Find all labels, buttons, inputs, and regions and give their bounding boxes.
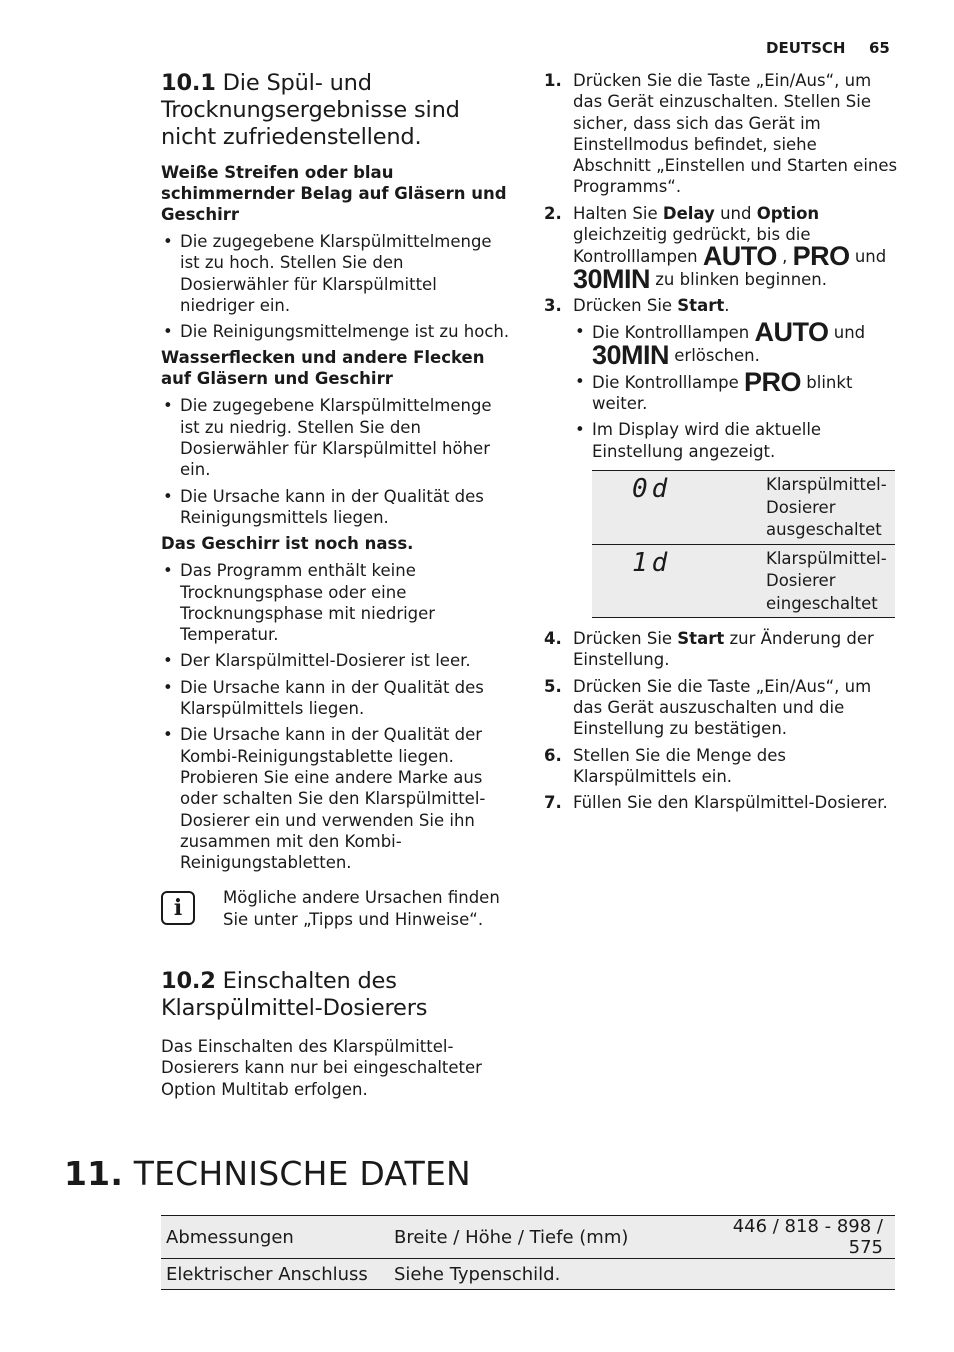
list-item: • Die Reinigungsmittelmenge ist zu hoch.	[161, 321, 516, 342]
item-text: blinkt weiter.	[592, 372, 853, 414]
header-language: DEUTSCH	[766, 39, 846, 57]
start-key-label: Start	[677, 295, 725, 315]
start-key-label: Start	[677, 629, 725, 649]
step-text: Halten Sie	[573, 203, 663, 223]
step-number: 5.	[544, 676, 562, 696]
section-title: Die Spül- und Trocknungsergebnisse sind nicht zufriedenstellend.	[161, 70, 460, 150]
list-item: • Im Display wird die aktuelle Einstellung angezeigt.	[573, 419, 899, 462]
table-row	[592, 471, 895, 545]
30min-lamp-icon: 30MIN	[592, 339, 670, 370]
step-text: und	[714, 203, 757, 223]
bullet-list	[161, 395, 516, 528]
step-text: Drücken Sie die Taste „Ein/Aus“, um das Gerät auszuschalten und die Einstellung zu bestätigen.	[573, 676, 872, 739]
item-text: Die Kontrolllampe	[592, 372, 745, 392]
table-row	[161, 1216, 895, 1259]
section-10-2-heading	[161, 968, 516, 1022]
section-10-1-heading	[161, 70, 516, 151]
step-text: gleichzeitig gedrückt, bis die Kontrolllampen	[573, 225, 811, 267]
display-description: Klarspülmittel-Dosierer eingeschaltet	[760, 544, 895, 618]
step-text: Drücken Sie die Taste „Ein/Aus“, um das Gerät einzuschalten. Stellen Sie sicher, dass sich das Gerät im Einstellmodus befindet, siehe Abschnitt „Einstellen und Starten eines Programms“.	[573, 71, 898, 197]
pro-lamp-icon: PRO	[744, 366, 802, 397]
list-item: • Die zugegebene Klarspülmittelmenge ist zu hoch. Stellen Sie den Dosierwähler für Klarspülmittel niedriger ein.	[161, 231, 516, 316]
table-row	[592, 544, 895, 618]
section-10-2-text: Das Einschalten des Klarspülmittel-Dosierers kann nur bei eingeschalteter Option Multitab erfolgen.	[161, 1037, 482, 1099]
item-text: und	[828, 323, 866, 343]
step-text: zu blinken beginnen.	[650, 269, 828, 289]
auto-lamp-icon: AUTO	[754, 317, 829, 348]
page-number: 65	[869, 39, 890, 57]
bullet-list	[573, 317, 899, 462]
table-cell-value	[691, 1259, 895, 1290]
technical-data-table	[161, 1215, 895, 1290]
section-number: 10.2	[161, 968, 216, 995]
left-column	[161, 70, 516, 1100]
30min-lamp-icon: 30MIN	[573, 263, 651, 294]
right-column	[544, 70, 899, 818]
display-settings-table	[592, 470, 895, 618]
subheading: Wasserflecken und andere Flecken auf Gläsern und Geschirr	[161, 348, 485, 389]
pro-lamp-icon: PRO	[792, 241, 850, 272]
step-number: 7.	[544, 793, 562, 813]
table-cell-value: 446 / 818 - 898 / 575	[691, 1216, 895, 1259]
display-code: 0d	[592, 471, 760, 545]
section-11-heading	[64, 1154, 471, 1193]
table-cell-label: Elektrischer Anschluss	[161, 1259, 389, 1290]
display-code: 1d	[592, 544, 760, 618]
step-text: .	[724, 295, 730, 315]
step-number: 4.	[544, 629, 562, 649]
item-text: erlöschen.	[669, 345, 760, 365]
steps-list	[544, 70, 899, 462]
list-item: • Das Programm enthält keine Trocknungsphase oder eine Trocknungsphase mit niedriger Temperatur.	[161, 560, 516, 645]
table-cell-desc: Breite / Höhe / Tiefe (mm)	[389, 1216, 691, 1259]
list-item: • Die Ursache kann in der Qualität des Reinigungsmittels liegen.	[161, 486, 516, 529]
step-text: Drücken Sie	[573, 295, 678, 315]
step-number: 1.	[544, 71, 562, 90]
step-item	[544, 676, 899, 740]
step-text: zur Änderung der Einstellung.	[573, 629, 874, 670]
list-item: • Die zugegebene Klarspülmittelmenge ist zu niedrig. Stellen Sie den Dosierwähler für Klarspülmittel höher ein.	[161, 395, 516, 480]
auto-lamp-icon: AUTO	[702, 241, 777, 272]
step-item	[544, 70, 899, 198]
section-number: 10.1	[161, 70, 216, 96]
step-item	[544, 745, 899, 788]
list-item: • Die Ursache kann in der Qualität der Kombi-Reinigungstablette liegen. Probieren Sie eine andere Marke aus oder schalten Sie den Klarspülmittel-Dosierer ein und verwenden Sie ihn zusammen mit den Kombi-Reinigungstabletten.	[161, 724, 516, 873]
step-text: ,	[776, 247, 793, 267]
table-cell-label: Abmessungen	[161, 1216, 389, 1259]
step-text: Füllen Sie den Klarspülmittel-Dosierer.	[573, 793, 888, 813]
step-text: und	[849, 247, 887, 267]
section-number: 11.	[64, 1154, 124, 1193]
section-title: TECHNISCHE DATEN	[133, 1154, 471, 1193]
steps-list	[544, 628, 899, 813]
step-text: Stellen Sie die Menge des Klarspülmittels ein.	[573, 745, 786, 786]
display-description: Klarspülmittel-Dosierer ausgeschaltet	[760, 471, 895, 545]
section-title: Einschalten des Klarspülmittel-Dosierers	[161, 968, 428, 1022]
option-key-label: Option	[756, 203, 820, 223]
list-item: • Der Klarspülmittel-Dosierer ist leer.	[161, 650, 516, 671]
info-icon: i	[161, 891, 195, 925]
subheading: Weiße Streifen oder blau schimmernder Belag auf Gläsern und Geschirr	[161, 163, 507, 224]
step-number: 2.	[544, 203, 562, 223]
table-row	[161, 1259, 895, 1290]
delay-key-label: Delay	[662, 203, 715, 223]
list-item: • Die Ursache kann in der Qualität des Klarspülmittels liegen.	[161, 677, 516, 720]
table-cell-desc: Siehe Typenschild.	[389, 1259, 691, 1290]
step-item	[544, 295, 899, 462]
step-number: 6.	[544, 745, 562, 765]
bullet-list	[161, 560, 516, 873]
step-number: 3.	[544, 295, 562, 315]
bullet-list	[161, 231, 516, 342]
step-item	[544, 792, 899, 813]
list-item	[573, 317, 899, 370]
note-text: Mögliche andere Ursachen finden Sie unter „Tipps und Hinweise“.	[223, 888, 500, 929]
subheading: Das Geschirr ist noch nass.	[161, 534, 414, 554]
info-note	[161, 887, 516, 930]
step-text: Drücken Sie	[573, 629, 678, 649]
list-item	[573, 366, 899, 415]
step-item	[544, 628, 899, 671]
step-item	[544, 203, 899, 294]
item-text: Die Kontrolllampen	[592, 323, 755, 343]
